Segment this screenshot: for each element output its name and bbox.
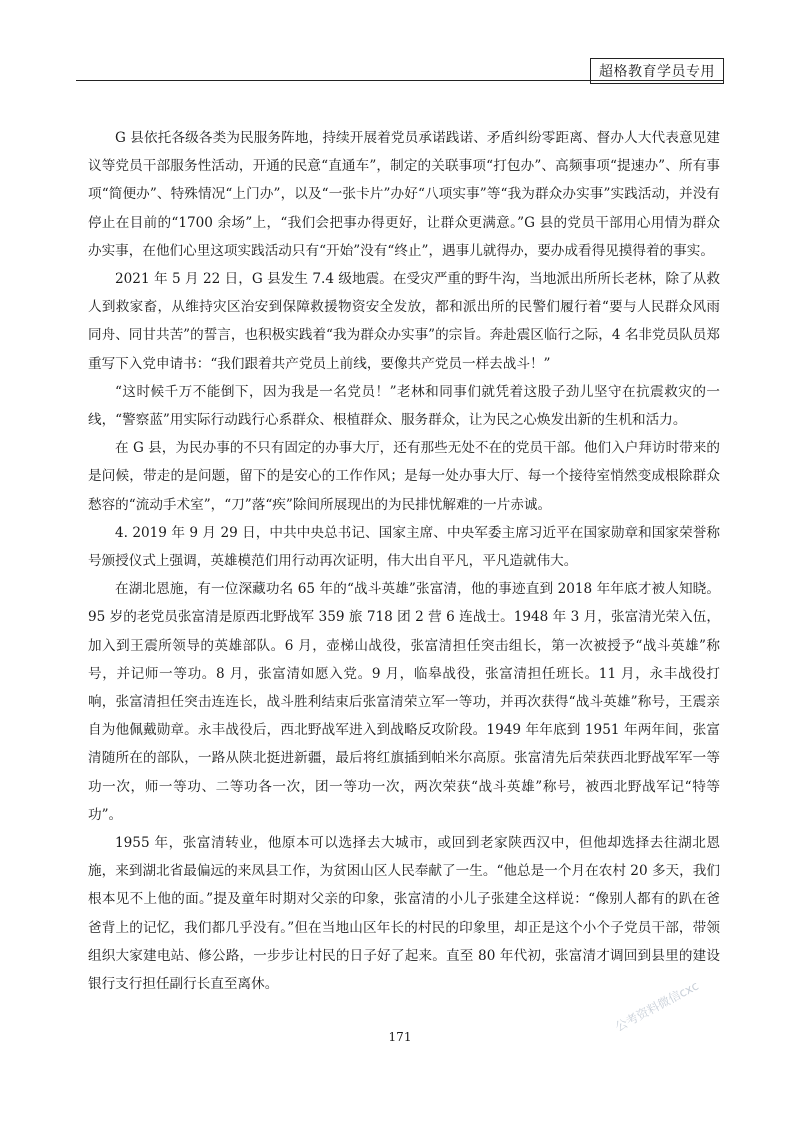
- document-body: [88, 124, 720, 998]
- header-label: 超格教育学员专用: [590, 58, 724, 84]
- paragraph: 1955 年，张富清转业，他原本可以选择去大城市，或回到老家陕西汉中，但他却选择去往湖北恩施，来到湖北省最偏远的来凤县工作，为贫困山区人民奉献了一生。“他总是一个月在农村 20 多天，我们根本见不上他的面。”提及童年时期对父亲的印象，张富清的小儿子张建全这样说：“像别人都有的趴在爸爸背上的记忆，我们都几乎没有。”但在当地山区年长的村民的印象里，却正是这个小个子党员干部，带领组织大家建电站、修公路，一步步让村民的日子好了起来。直至 80 年代初，张富清才调回到县里的建设银行支行担任副行长直至离休。: [88, 835, 720, 993]
- watermark: 公考资料微信cxc: [612, 978, 701, 1035]
- page-number: 171: [388, 1030, 412, 1044]
- paragraph: 在 G 县，为民办事的不只有固定的办事大厅，还有那些无处不在的党员干部。他们入户拜访时带来的是问候，带走的是问题，留下的是安心的工作作风；是每一处办事大厅、每一个接待室悄然变成根除群众愁容的“流动手术室”，“刀”落“疾”除间所展现出的为民排忧解难的一片赤诚。: [88, 440, 720, 513]
- paragraph: 4. 2019 年 9 月 29 日，中共中央总书记、国家主席、中央军委主席习近平在国家勋章和国家荣誉称号颁授仪式上强调，英雄模范们用行动再次证明，伟大出自平凡，平凡造就伟大。: [88, 524, 720, 570]
- paragraph: G 县依托各级各类为民服务阵地，持续开展着党员承诺践诺、矛盾纠纷零距离、督办人大代表意见建议等党员干部服务性活动，开通的民意“直通车”，制定的关联事项“打包办”、高频事项“提速办”、所有事项“简便办”、特殊情况“上门办”，以及“一张卡片”办好“八项实事”等“我为群众办实事”实践活动，并没有停止在目前的“1700 余场”上，“我们会把事办得更好，让群众更满意。”G 县的党员干部用心用情为群众办实事，在他们心里这项实践活动只有“开始”没有“终止”，遇事儿就得办，要办成看得见摸得着的事实。: [88, 130, 720, 259]
- paragraph: 在湖北恩施，有一位深藏功名 65 年的“战斗英雄”张富清，他的事迹直到 2018 年年底才被人知晓。95 岁的老党员张富清是原西北野战军 359 旅 718 团 2 营 6 连战士。1948 年 3 月，张富清光荣入伍，加入到王震所领导的英雄部队。6 月，壶梯山战役，张富清担任突击组长，第一次被授予“战斗英雄”称号，并记师一等功。8 月，张富清如愿入党。9 月，临皋战役，张富清担任班长。11 月，永丰战役打响，张富清担任突击连连长，战斗胜利结束后张富清荣立军一等功，并再次获得“战斗英雄”称号，王震亲自为他佩戴勋章。永丰战役后，西北野战军进入到战略反攻阶段。1949 年年底到 1951 年两年间，张富清随所在的部队，一路从陕北挺进新疆，最后将红旗插到帕米尔高原。张富清先后荣获西北野战军军一等功一次，师一等功、二等功各一次，团一等功一次，两次荣获“战斗英雄”称号，被西北野战军记“特等功”。: [88, 581, 720, 823]
- header-rule: [76, 80, 724, 81]
- paragraph: “这时候千万不能倒下，因为我是一名党员！”老林和同事们就凭着这股子劲儿坚守在抗震救灾的一线，“警察蓝”用实际行动践行心系群众、根植群众、服务群众，让为民之心焕发出新的生机和活力。: [88, 383, 720, 429]
- paragraph: 2021 年 5 月 22 日，G 县发生 7.4 级地震。在受灾严重的野牛沟，当地派出所所长老林，除了从救人到救家畜，从维持灾区治安到保障救援物资安全发放，都和派出所的民警们履行着“要与人民群众风雨同舟、同甘共苦”的誓言，也积极实践着“我为群众办实事”的宗旨。奔赴震区临行之际，4 名非党员队员郑重写下入党申请书：“我们跟着共产党员上前线，要像共产党员一样去战斗！”: [88, 271, 720, 372]
